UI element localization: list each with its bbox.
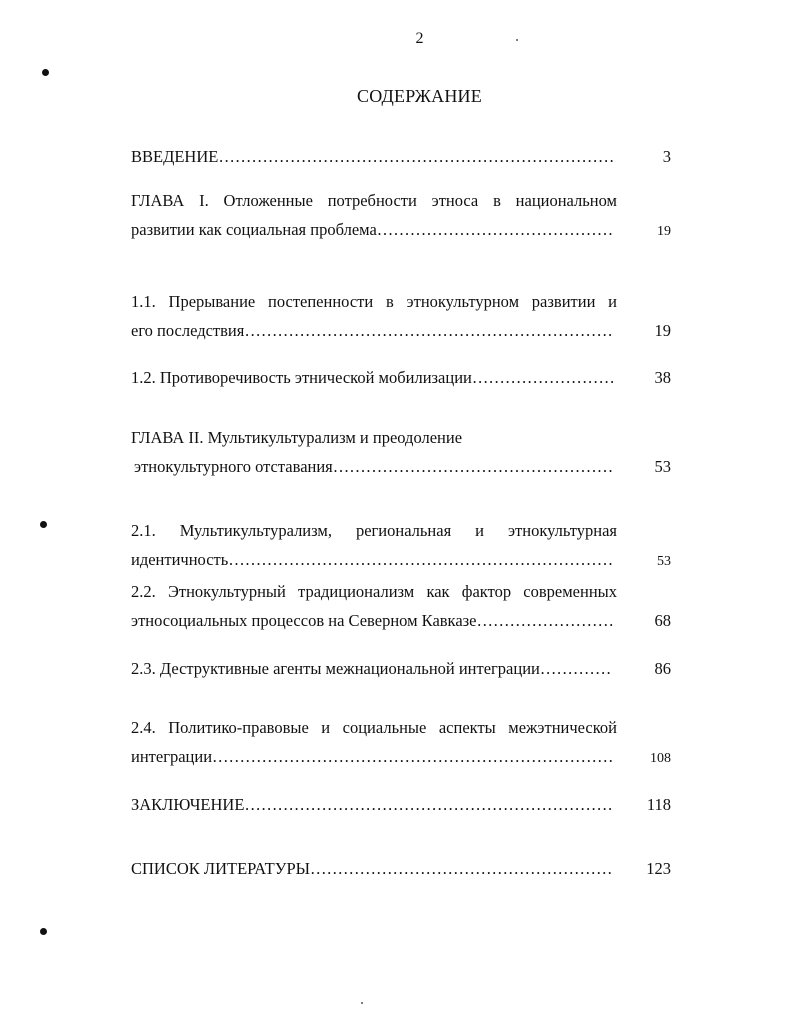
toc-page-number: 53 — [657, 554, 671, 569]
toc-page-number: 3 — [662, 147, 671, 166]
toc-entry-line: 2.4. Политико-правовые и социальные аспекты межэтнической — [131, 718, 617, 737]
scan-speck — [516, 39, 518, 41]
leader-dots — [244, 790, 613, 819]
toc-page-number: 38 — [654, 368, 671, 387]
toc-entry-line: этносоциальных процессов на Северном Кавказе — [131, 611, 477, 630]
leader-dots — [472, 363, 613, 392]
leader-dots — [228, 545, 613, 574]
leader-dots — [477, 606, 614, 635]
toc-entry-conclusion[interactable] — [131, 790, 671, 819]
leader-dots — [212, 742, 613, 771]
punch-hole-mark — [42, 69, 49, 76]
toc-entry-line: 2.1. Мультикультурализм, региональная и этнокультурная — [131, 521, 617, 540]
toc-entry-section-2-1[interactable] — [131, 516, 671, 574]
toc-entry-section-2-4[interactable] — [131, 713, 671, 771]
toc-entry-references[interactable] — [131, 854, 671, 883]
toc-entry-label: ЗАКЛЮЧЕНИЕ — [131, 795, 245, 814]
toc-entry-label: 2.3. Деструктивные агенты межнациональной интеграции — [131, 659, 540, 678]
leader-dots — [310, 854, 613, 883]
page-number: 2 — [415, 30, 424, 47]
toc-entry-chapter-2[interactable] — [131, 423, 671, 481]
toc-entry-section-2-2[interactable] — [131, 577, 671, 635]
toc-entry-line: идентичность — [131, 550, 229, 569]
toc-page-number: 108 — [650, 751, 671, 766]
toc-page-number: 19 — [657, 224, 671, 239]
toc-entry-label: 1.2. Противоречивость этнической мобилизации — [131, 368, 472, 387]
toc-entry-introduction[interactable] — [131, 142, 671, 171]
toc-entry-section-2-3[interactable] — [131, 654, 671, 683]
toc-entry-chapter-1[interactable] — [131, 186, 671, 244]
toc-entry-label: ВВЕДЕНИЕ — [131, 147, 219, 166]
toc-entry-section-1-1[interactable] — [131, 287, 671, 345]
leader-dots — [218, 142, 613, 171]
toc-page-number: 53 — [654, 457, 671, 476]
punch-hole-mark — [40, 928, 47, 935]
toc-entry-line: этнокультурного отставания — [134, 457, 333, 476]
toc-page-number: 123 — [646, 859, 671, 878]
leader-dots — [244, 316, 613, 345]
toc-page-number: 19 — [654, 321, 671, 340]
toc-entry-line: ГЛАВА II. Мультикультурализм и преодоление — [131, 428, 463, 447]
toc-entry-line: интеграции — [131, 747, 213, 766]
toc-page-number: 118 — [646, 795, 671, 814]
leader-dots — [377, 215, 613, 244]
leader-dots — [333, 452, 613, 481]
toc-entry-line: 1.1. Прерывание постепенности в этнокультурном развитии и — [131, 292, 617, 311]
leader-dots — [540, 654, 613, 683]
toc-entry-line: его последствия — [131, 321, 245, 340]
toc-entry-section-1-2[interactable] — [131, 363, 671, 392]
scan-speck — [361, 1002, 363, 1004]
page-title: СОДЕРЖАНИЕ — [357, 86, 482, 106]
toc-page-number: 68 — [654, 611, 671, 630]
toc-entry-line: 2.2. Этнокультурный традиционализм как фактор современных — [131, 582, 617, 601]
toc-entry-label: СПИСОК ЛИТЕРАТУРЫ — [131, 859, 311, 878]
toc-page-number: 86 — [654, 659, 671, 678]
toc-entry-line: ГЛАВА I. Отложенные потребности этноса в национальном — [131, 191, 617, 210]
punch-hole-mark — [40, 521, 47, 528]
toc-entry-line: развитии как социальная проблема — [131, 220, 377, 239]
